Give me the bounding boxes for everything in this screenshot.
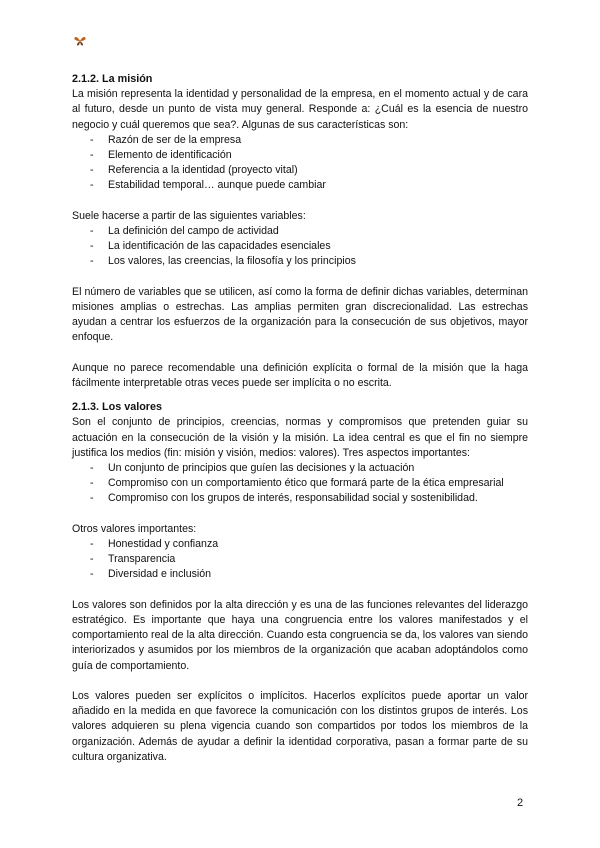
list-item: - Los valores, las creencias, la filosofía y los principios (72, 254, 528, 269)
list-item: - Referencia a la identidad (proyecto vital) (72, 163, 528, 178)
butterfly-logo-icon (74, 36, 86, 46)
valores-paragraph-3: Los valores pueden ser explícitos o implícitos. Hacerlos explícitos puede aportar un valor añadido en la medida en que favorece la comunicación con los distintos grupos de interés. Los valores adquieren su plena vigencia cuando son compartidos por todos los miembros de la organización. Además de ayudar a definir la identidad corporativa, pasan a formar parte de su cultura organizativa. (72, 690, 528, 763)
list-item: - Compromiso con un comportamiento ético que formará parte de la ética empresarial (72, 476, 528, 491)
mision-characteristics-list (72, 133, 528, 194)
mision-variables-list (72, 224, 528, 270)
list-item: - Honestidad y confianza (72, 537, 528, 552)
document-body (72, 72, 528, 765)
section-title-mision: 2.1.2. La misión (72, 73, 153, 85)
mision-paragraph-2: El número de variables que se utilicen, así como la forma de definir dichas variables, determinan misiones amplias o estrechas. Las amplias permiten gran discrecionalidad. Las estrechas ayudan a centrar los esfuerzos de la organización para la consecución de sus objetivos, mayor enfoque. (72, 285, 528, 344)
list-item: - Compromiso con los grupos de interés, responsabilidad social y sostenibilidad. (72, 491, 528, 506)
mision-paragraph-3: Aunque no parece recomendable una definición explícita o formal de la misión que la haga fácilmente interpretable otras veces puede ser implícita o no escrita. (72, 361, 528, 390)
list-item: - Elemento de identificación (72, 148, 528, 163)
valores-aspects-list (72, 461, 528, 507)
valores-intro: Son el conjunto de principios, creencias, normas y compromisos que pretenden guiar su actuación en la consecución de la visión y la misión. La idea central es que el fin no siempre justifica los medios (fin: misión y visión, medios: valores). Tres aspectos importantes: (72, 416, 528, 459)
list-item: - Razón de ser de la empresa (72, 133, 528, 148)
others-intro: Otros valores importantes: (72, 522, 197, 535)
list-item: - La identificación de las capacidades esenciales (72, 239, 528, 254)
page-number: 2 (517, 797, 524, 809)
list-item: - La definición del campo de actividad (72, 224, 528, 239)
valores-paragraph-2: Los valores son definidos por la alta dirección y es una de las funciones relevantes del liderazgo estratégico. Es importante que haya una congruencia entre los valores manifestados y el comportamiento real de la alta dirección. Cuando esta congruencia se da, los valores van siendo interiorizados y asumidos por los miembros de la organización que acaban adoptándolos como guía de comportamiento. (72, 598, 528, 672)
mision-intro: La misión representa la identidad y personalidad de la empresa, en el momento actual y de cara al futuro, desde un punto de vista muy general. Responde a: ¿Cuál es la esencia de nuestro negocio y cuál queremos que sea?. Algunas de sus características son: (72, 88, 528, 131)
list-item: - Diversidad e inclusión (72, 567, 528, 582)
section-title-valores: 2.1.3. Los valores (72, 401, 163, 414)
valores-others-list (72, 537, 528, 583)
list-item: - Estabilidad temporal… aunque puede cambiar (72, 178, 528, 193)
list-item: - Transparencia (72, 552, 528, 567)
list-item: - Un conjunto de principios que guíen las decisiones y la actuación (72, 461, 528, 476)
variables-intro: Suele hacerse a partir de las siguientes variables: (72, 209, 306, 222)
